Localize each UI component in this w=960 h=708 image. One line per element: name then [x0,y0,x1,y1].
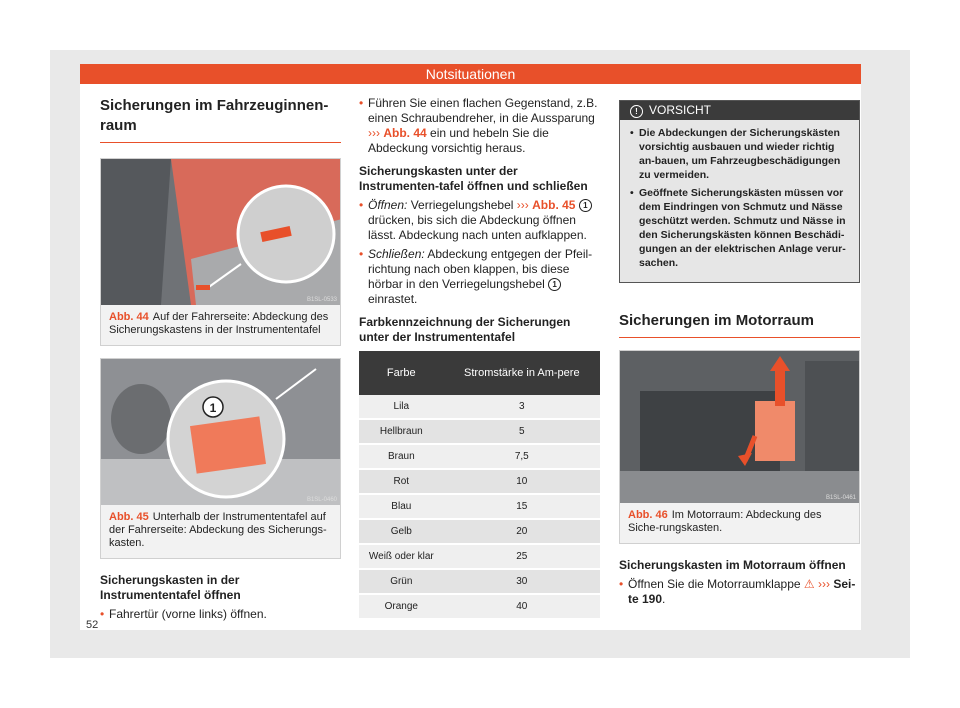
page-number: 52 [86,619,99,631]
caution-item [630,186,849,270]
caution-title: VORSICHT [649,103,712,117]
subheading: Sicherungskasten im Motorraum öffnen [619,558,846,572]
table-cell: Braun [359,444,444,469]
text: Öffnen Sie die Motorraumklappe [628,577,801,591]
callout-number: 1 [548,278,561,291]
caution-text: Geöffnete Sicherungskästen müssen vor dem Eindringen von Schmutz und Nässe geschützt werden. Schmutz und Nässe in den Sicherungskästen können Beschädi-gungen an der elektrischen Anlage verur-sachen. [639,187,846,269]
dashboard-side-illustration [101,159,340,305]
table-cell: 30 [444,569,600,594]
table-cell: 5 [444,419,600,444]
table-row [359,494,600,519]
figure-46-image [620,351,859,503]
table-row [359,469,600,494]
table-cell: Orange [359,594,444,619]
figure-44-caption [101,305,340,345]
subheading: Sicherungskasten in der Instrumententafel öffnen [100,573,241,602]
chapter-header: Notsituationen [80,64,861,84]
table-cell: Rot [359,469,444,494]
column-2 [359,96,600,620]
table-row [359,594,600,619]
section-title: Sicherungen im Motorraum [619,311,860,338]
reference-arrow-icon: ››› [818,577,830,591]
figure-code: B1SL-0533 [306,297,337,303]
caution-text: Die Abdeckungen der Sicherungskästen vorsichtig ausbauen und wieder richtig an-bauen, um Fahrzeugbeschädigungen zu vermeiden. [639,127,841,181]
caution-header [620,101,859,120]
figure-46 [619,350,860,544]
text: Abdeckung entgegen der Pfeil-richtung nach oben klappen, bis diese hörbar in den Verriegelungshebel [368,247,593,291]
column-header: Stromstärke in Am-pere [444,351,600,395]
figure-label: Abb. 45 [109,511,149,523]
section-title: Sicherungen im Fahrzeuginnen-raum [100,96,341,143]
table-row [359,544,600,569]
bullet-item [100,607,341,622]
figure-44 [100,158,341,346]
text: einrastet. [368,292,418,306]
table-cell: Blau [359,494,444,519]
table-cell: Gelb [359,519,444,544]
table-cell: Lila [359,395,444,419]
table-cell: 20 [444,519,600,544]
table-cell: 40 [444,594,600,619]
table-cell: 10 [444,469,600,494]
figure-44-image [101,159,340,305]
caption-text: Unterhalb der Instrumententafel auf der Fahrerseite: Abdeckung des Sicherungs-kasten. [109,511,327,549]
figure-label: Abb. 44 [109,311,149,323]
text: Führen Sie einen flachen Gegenstand, z.B. einen Schraubendreher, in die Aussparung [368,96,598,125]
table-cell: 3 [444,395,600,419]
reference-arrow-icon: ››› [516,198,529,212]
table-cell: 25 [444,544,600,569]
engine-bay-illustration [620,351,859,503]
figure-45-caption [101,505,340,558]
warning-circle-icon: ! [630,105,643,118]
table-header-row [359,351,600,395]
text: drücken, bis sich die Abdeckung öffnen lässt. Abdeckung nach unten aufklappen. [368,213,587,242]
subheading: Sicherungskasten unter der Instrumenten-tafel öffnen und schließen [359,164,588,193]
column-1 [100,96,341,622]
table-cell: Hellbraun [359,419,444,444]
table-row [359,444,600,469]
table-row [359,395,600,419]
text: ein und hebeln Sie die Abdeckung vorsichtig heraus. [368,126,549,155]
table-cell: Weiß oder klar [359,544,444,569]
caption-text: Auf der Fahrerseite: Abdeckung des Sicherungskastens in der Instrumententafel [109,311,329,336]
figure-code: B1SL-0460 [306,497,337,503]
table-row [359,569,600,594]
figure-45 [100,358,341,559]
table-row [359,419,600,444]
bullet-item [619,577,860,607]
figure-label: Abb. 46 [628,509,668,521]
figure-45-image [101,359,340,505]
caution-item [630,126,849,182]
fuse-color-table [359,351,600,620]
bullet-text: Fahrertür (vorne links) öffnen. [109,607,267,621]
table-row [359,519,600,544]
bullet-item [359,247,600,307]
column-3 [619,100,860,607]
page-reference-link[interactable]: Sei-te 190 [628,577,856,606]
figure-code: B1SL-0461 [825,495,856,501]
table-cell: 7,5 [444,444,600,469]
figure-reference-link[interactable]: Abb. 45 [532,198,576,212]
callout-1: 1 [209,401,217,415]
text: . [662,592,666,606]
warning-triangle-icon: ⚠ [803,577,815,591]
bullet-item [359,96,600,156]
reference-arrow-icon: ››› [368,126,380,140]
caution-box [619,100,860,283]
caution-body [620,120,859,282]
figure-reference-link[interactable]: Abb. 44 [383,126,427,140]
callout-number: 1 [579,199,592,212]
text: Verriegelungshebel [410,198,514,212]
fuse-cover-illustration [101,359,340,505]
emphasis: Schließen: [368,247,425,261]
emphasis: Öffnen: [368,198,408,212]
figure-46-caption [620,503,859,543]
subheading: Farbkennzeichnung der Sicherungen unter der Instrumententafel [359,315,571,344]
bullet-item [359,198,600,243]
column-header: Farbe [359,351,444,395]
caption-text: Im Motorraum: Abdeckung des Siche-rungskasten. [628,509,822,534]
table-cell: Grün [359,569,444,594]
table-cell: 15 [444,494,600,519]
